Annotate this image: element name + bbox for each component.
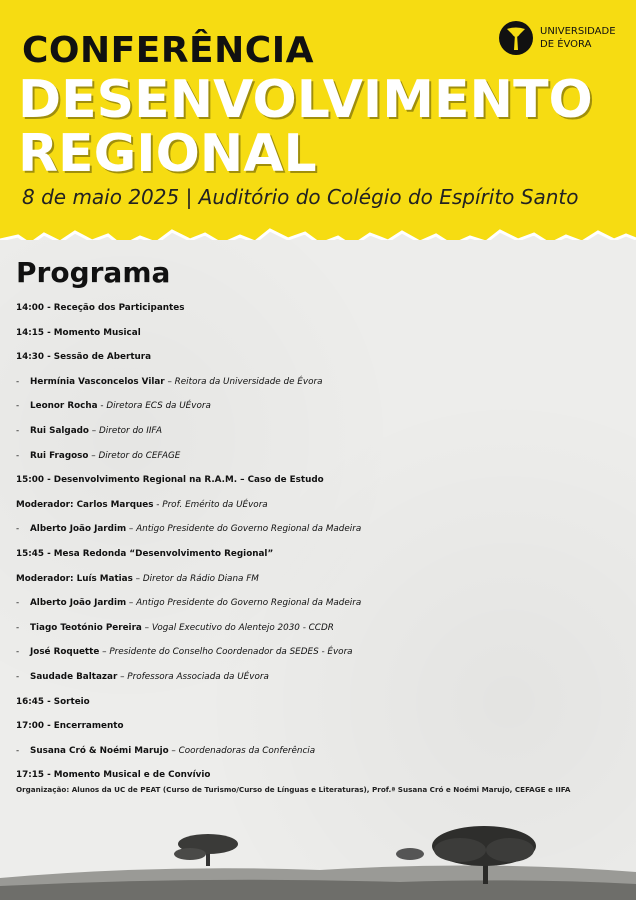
logo-text-line-1: UNIVERSIDADE [540, 26, 616, 37]
program-heading: Programa [16, 256, 171, 289]
program-item-separator: - [153, 499, 163, 510]
program-item-main: Rui Salgado [30, 425, 89, 436]
program-item [16, 468, 626, 493]
university-emblem-icon [498, 20, 534, 56]
organization-note: Organização: Alunos da UC de PEAT (Curso de Turismo/Curso de Línguas e Literaturas), Prof.ª Susana Cró e Noémi Marujo, CEFAGE e IIFA [16, 785, 571, 794]
program-item-role: Antigo Presidente do Governo Regional da Madeira [136, 524, 362, 535]
list-dash: - [16, 622, 20, 633]
program-item-role: Antigo Presidente do Governo Regional da Madeira [136, 598, 362, 609]
list-dash: - [16, 450, 20, 461]
program-item [16, 321, 626, 346]
list-dash: - [16, 524, 20, 535]
program-item-main: Susana Cró & Noémi Marujo [30, 745, 169, 756]
program-item-main: Alberto João Jardim [30, 524, 127, 535]
university-logo [498, 18, 626, 58]
program-item-main: Tiago Teotónio Pereira [30, 622, 142, 633]
tree-left-icon [174, 834, 238, 866]
title-line-2: REGIONAL [18, 124, 317, 184]
program-item-main: Alberto João Jardim [30, 598, 127, 609]
list-dash: - [16, 647, 20, 658]
program-item [16, 394, 626, 419]
logo-text-line-2: DE ÉVORA [540, 39, 592, 50]
program-item-main: 17:15 - Momento Musical e de Convívio [16, 770, 211, 781]
program-item-main: 17:00 - Encerramento [16, 721, 124, 732]
program-item [16, 739, 626, 764]
program-item [16, 616, 626, 641]
program-item-separator: – [99, 647, 110, 658]
program-item [16, 542, 626, 567]
program-item-role: Coordenadoras da Conferência [178, 745, 316, 756]
program-item-role: Reitora da Universidade de Évora [174, 376, 323, 387]
program-item-separator: – [126, 598, 137, 609]
program-item-separator: – [126, 524, 137, 535]
program-item-role: Presidente do Conselho Coordenador da SEDES - Évora [109, 647, 353, 658]
list-dash: - [16, 745, 20, 756]
program-item [16, 493, 626, 518]
program-item [16, 419, 626, 444]
program-item-main: 14:30 - Sessão de Abertura [16, 352, 152, 363]
program-item-separator: – [117, 671, 128, 682]
program-item-main: 14:00 - Receção dos Participantes [16, 303, 185, 313]
program-item-separator: – [132, 573, 143, 584]
program-item-separator: – [164, 376, 175, 387]
program-item-main: Moderador: Carlos Marques [16, 499, 154, 510]
program-item [16, 444, 626, 469]
program-item [16, 370, 626, 395]
landscape-trees-illustration [0, 820, 636, 900]
program-item-separator: – [141, 622, 152, 633]
program-item-main: Moderador: Luís Matias [16, 573, 133, 584]
program-item-role: Prof. Emérito da UÉvora [162, 499, 268, 510]
list-dash: - [16, 425, 20, 436]
program-item-main: Hermínia Vasconcelos Vilar [30, 376, 165, 387]
program-item-separator: – [88, 450, 99, 461]
program-item-role: Diretora ECS da UÉvora [106, 401, 211, 412]
program-item-main: José Roquette [30, 647, 100, 658]
list-dash: - [16, 598, 20, 609]
date-venue: 8 de maio 2025 | Auditório do Colégio do Espírito Santo [22, 185, 579, 209]
program-item [16, 591, 626, 616]
program-item [16, 665, 626, 690]
list-dash: - [16, 376, 20, 387]
program-item-main: 15:00 - Desenvolvimento Regional na R.A.M. – Caso de Estudo [16, 475, 324, 486]
program-item-role: Professora Associada da UÉvora [127, 671, 269, 682]
program-item [16, 640, 626, 665]
program-item-separator: – [88, 425, 99, 436]
title-line-1: DESENVOLVIMENTO [18, 70, 593, 130]
program-item [16, 296, 626, 321]
program-item [16, 690, 626, 715]
list-dash: - [16, 401, 20, 412]
program-item [16, 345, 626, 370]
program-item-main: Saudade Baltazar [30, 671, 118, 682]
program-list [16, 296, 626, 788]
list-dash: - [16, 671, 20, 682]
program-item-main: Leonor Rocha [30, 401, 98, 412]
program-item-role: Vogal Executivo do Alentejo 2030 - CCDR [151, 622, 334, 633]
conference-kicker: CONFERÊNCIA [22, 30, 314, 71]
program-item-main: 15:45 - Mesa Redonda “Desenvolvimento Regional” [16, 548, 274, 559]
program-item [16, 714, 626, 739]
program-item [16, 567, 626, 592]
program-item-role: Diretor do CEFAGE [98, 450, 181, 461]
program-item-main: 14:15 - Momento Musical [16, 327, 141, 338]
program-item-main: 16:45 - Sorteio [16, 696, 90, 707]
program-item-role: Diretor do IIFA [98, 425, 162, 436]
program-item-main: Rui Fragoso [30, 450, 89, 461]
program-item-separator: – [168, 745, 179, 756]
program-item-separator: - [97, 401, 107, 412]
program-item [16, 517, 626, 542]
program-item-role: Diretor da Rádio Diana FM [142, 573, 259, 584]
